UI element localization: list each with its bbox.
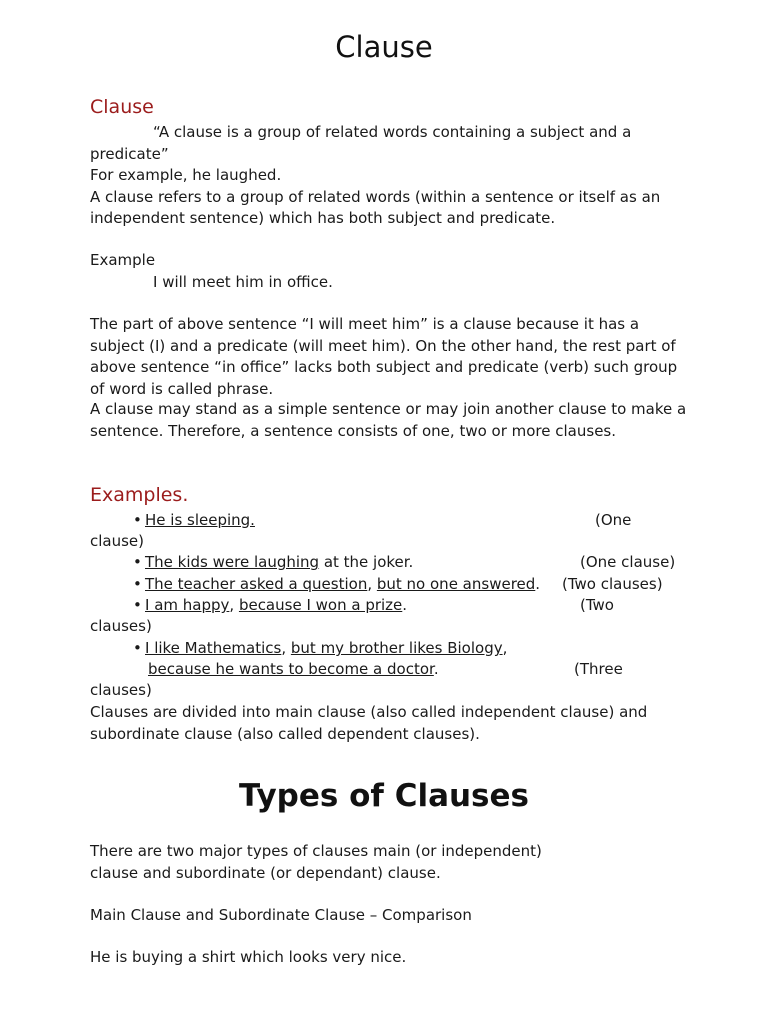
clause-underlined: I am happy — [145, 596, 230, 614]
clause-rest: , — [502, 639, 508, 657]
section-heading-examples: Examples. — [90, 484, 189, 506]
explanation-paragraph-2: A clause may stand as a simple sentence or may join another clause to make a sentence. Therefore, a sentence consists of one, two or more clauses. — [90, 400, 687, 440]
example-line: For example, he laughed. — [90, 166, 282, 184]
example-label: Example — [90, 251, 156, 269]
example-item-5 — [133, 638, 507, 660]
clause-underlined-3: because he wants to become a doctor — [148, 660, 434, 678]
quote-line-cont: predicate” — [90, 144, 169, 163]
clause-rest-2: . — [433, 660, 439, 678]
clause-separator: , — [281, 639, 291, 657]
bullet-icon: • — [133, 639, 142, 657]
clause-underlined: The teacher asked a question — [145, 575, 368, 593]
example-item-4 — [133, 595, 407, 617]
clause-rest: . — [402, 596, 408, 614]
clause-underlined-2: but my brother likes Biology — [290, 639, 503, 657]
example-block — [90, 250, 690, 293]
clause-count-tag-wrap: clause) — [90, 532, 145, 550]
types-intro-line-1: There are two major types of clauses main (or independent) — [90, 842, 542, 860]
clause-underlined: The kids were laughing — [145, 553, 320, 571]
section-heading-clause: Clause — [90, 96, 154, 118]
clause-count-tag-wrap: clauses) — [90, 617, 152, 635]
clause-underlined: I like Mathematics — [145, 639, 282, 657]
clause-underlined-2: because I won a prize — [238, 596, 403, 614]
clause-count-tag: (Three — [574, 660, 623, 678]
clause-count-tag-wrap: clauses) — [90, 681, 152, 699]
clause-underlined-2: but no one answered — [376, 575, 536, 593]
example-item-3 — [133, 574, 540, 596]
bullet-icon: • — [133, 596, 142, 614]
explanation-paragraph: The part of above sentence “I will meet him” is a clause because it has a subject (I) and a predicate (will meet him). On the other hand, the rest part of above sentence “in office” lacks both subject and predicate (verb) such group of word is called phrase. — [90, 315, 678, 398]
bullet-icon: • — [133, 553, 142, 571]
clause-count-tag: (One clause) — [580, 553, 676, 571]
page-title: Clause — [335, 30, 433, 64]
example-sentence: I will meet him in office. — [153, 272, 333, 291]
types-example-sentence: He is buying a shirt which looks very nice. — [90, 948, 407, 966]
clauses-divided-paragraph: Clauses are divided into main clause (also called independent clause) and subordinate clause (also called dependent clauses). — [90, 703, 648, 743]
example-item-5-line-2 — [148, 659, 439, 681]
types-heading: Types of Clauses — [238, 778, 529, 814]
clause-separator: , — [367, 575, 377, 593]
example-item-1 — [133, 510, 255, 532]
bullet-icon: • — [133, 511, 142, 529]
clause-underlined: He is sleeping. — [145, 511, 255, 529]
definition-quote — [90, 122, 690, 230]
clause-count-tag: (One — [595, 511, 632, 529]
types-intro — [90, 841, 690, 884]
comparison-line: Main Clause and Subordinate Clause – Comparison — [90, 906, 472, 924]
definition-paragraph: A clause refers to a group of related words (within a sentence or itself as an independent sentence) which has both subject and predicate. — [90, 187, 661, 227]
clause-count-tag: (Two clauses) — [562, 575, 663, 593]
bullet-icon: • — [133, 575, 142, 593]
clause-rest: . — [535, 575, 541, 593]
clause-rest: at the joker. — [319, 553, 414, 571]
quote-line: “A clause is a group of related words containing a subject and a — [153, 123, 632, 141]
example-item-2 — [133, 552, 413, 574]
clause-separator: , — [229, 596, 239, 614]
types-intro-line-2: clause and subordinate (or dependant) clause. — [90, 863, 441, 882]
clause-count-tag: (Two — [580, 596, 614, 614]
